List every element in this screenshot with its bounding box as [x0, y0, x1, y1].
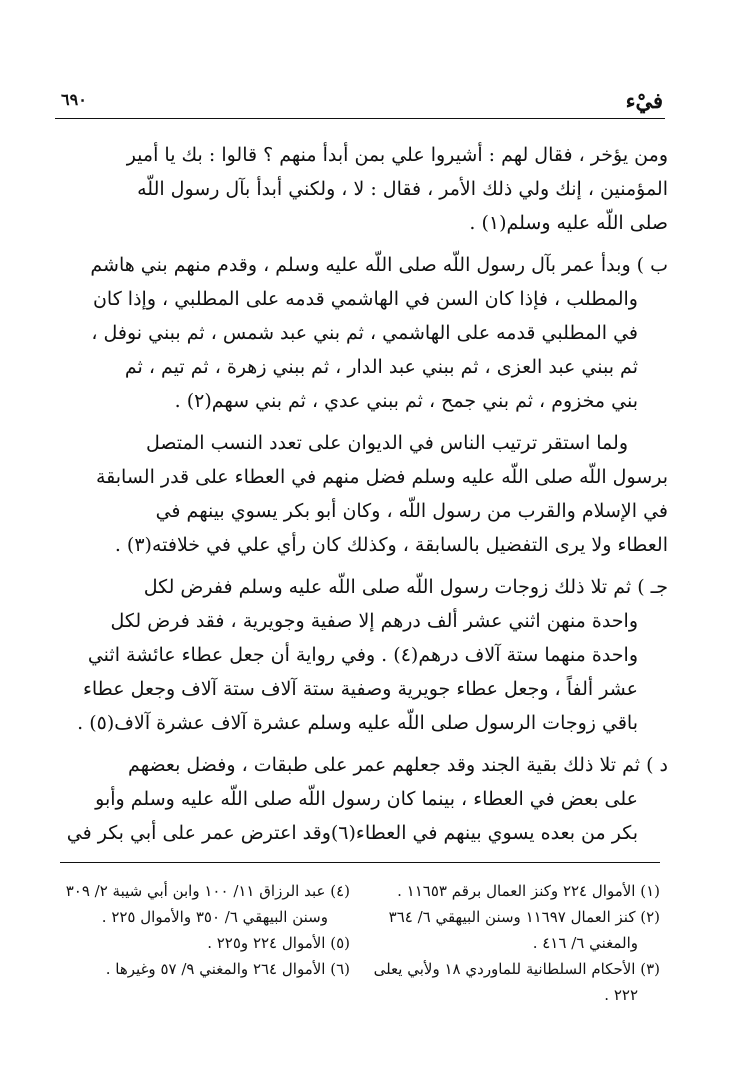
- text-line: بكر من بعده يسوي بينهم في العطاء(٦)وقد اعترض عمر على أبي بكر في: [66, 822, 638, 844]
- paragraph: [50, 570, 668, 740]
- footnotes: [60, 878, 660, 1008]
- footnote-divider: [60, 862, 660, 863]
- footnote: [60, 930, 350, 956]
- text-line: ولما استقر ترتيب الناس في الديوان على تعدد النسب المتصل: [145, 432, 628, 454]
- text-line: العطاء ولا يرى التفضيل بالسابقة ، وكذلك كان رأي علي في خلافته(٣) .: [114, 534, 668, 556]
- text-line: عشر ألفاً ، وجعل عطاء جويرية وصفية ستة آلاف ستة آلاف وجعل عطاء: [82, 678, 638, 700]
- page-number: ٦٩٠: [61, 90, 87, 109]
- text-line: في المطلبي قدمه على الهاشمي ، ثم بني عبد شمس ، ثم ببني نوفل ،: [91, 322, 638, 344]
- text-line: واحدة منهن اثني عشر ألف درهم إلا صفية وجويرية ، فقد فرض لكل: [110, 610, 638, 632]
- footnote-line: (٤) عبد الرزاق ١١/ ١٠٠ وابن أبي شيبة ٢/ ٣٠٩: [65, 882, 350, 900]
- footnote-line: (١) الأموال ٢٢٤ وكنز العمال برقم ١١٦٥٣ .: [397, 882, 660, 900]
- paragraph: [50, 248, 668, 418]
- footnote: [370, 878, 660, 904]
- footnote-line: (٥) الأموال ٢٢٤ و٢٢٥ .: [207, 934, 350, 952]
- text-line: ب ) وبدأ عمر بآل رسول اللّه صلى اللّه عليه وسلم ، وقدم منهم بني هاشم: [90, 254, 668, 276]
- text-line: د ) ثم تلا ذلك بقية الجند وقد جعلهم عمر على طبقات ، وفضل بعضهم: [128, 754, 668, 776]
- footnote-line: والمغني ٦/ ٤١٦ .: [532, 934, 638, 952]
- running-title: فيْء: [625, 88, 663, 113]
- text-line: على بعض في العطاء ، بينما كان رسول اللّه صلى اللّه عليه وسلم وأبو: [95, 788, 638, 810]
- text-line: باقي زوجات الرسول صلى اللّه عليه وسلم عشرة آلاف عشرة آلاف(٥) .: [77, 712, 638, 734]
- footnote-line: (٢) كنز العمال ١١٦٩٧ وسنن البيهقي ٦/ ٣٦٤: [388, 908, 660, 926]
- footnote: [60, 878, 350, 930]
- text-line: واحدة منهما ستة آلاف درهم(٤) . وفي رواية أن جعل عطاء عائشة اثني: [87, 644, 638, 666]
- footnote: [60, 956, 350, 982]
- footnote: [370, 956, 660, 1008]
- text-line: برسول اللّه صلى اللّه عليه وسلم فضل منهم في العطاء على قدر السابقة: [95, 466, 668, 488]
- text-line: في الإسلام والقرب من رسول اللّه ، وكان أبو بكر يسوي بينهم في: [155, 500, 668, 522]
- main-text: [50, 138, 668, 858]
- footnote-line: وسنن البيهقي ٦/ ٣٥٠ والأموال ٢٢٥ .: [101, 908, 328, 926]
- footnotes-right-column: [370, 878, 660, 1008]
- footnote-line: (٦) الأموال ٢٦٤ والمغني ٩/ ٥٧ وغيرها .: [105, 960, 350, 978]
- footnote-line: ٢٢٢ .: [604, 986, 638, 1004]
- footnote-line: (٣) الأحكام السلطانية للماوردي ١٨ ولأبي يعلى: [373, 960, 660, 978]
- text-line: المؤمنين ، إنك ولي ذلك الأمر ، فقال : لا ، ولكني أبدأ بآل رسول اللّه: [137, 178, 668, 200]
- text-line: ثم ببني عبد العزى ، ثم ببني عبد الدار ، ثم ببني زهرة ، ثم تيم ، ثم: [124, 356, 638, 378]
- footnote: [370, 904, 660, 956]
- paragraph: [50, 138, 668, 240]
- page-header: [55, 84, 665, 119]
- text-line: جـ ) ثم تلا ذلك زوجات رسول اللّه صلى اللّه عليه وسلم ففرض لكل: [143, 576, 668, 598]
- paragraph: [50, 748, 668, 850]
- footnotes-left-column: [60, 878, 350, 1008]
- text-line: بني مخزوم ، ثم بني جمح ، ثم ببني عدي ، ثم بني سهم(٢) .: [174, 390, 638, 412]
- text-line: ومن يؤخر ، فقال لهم : أشيروا علي بمن أبدأ منهم ؟ قالوا : بك يا أمير: [126, 144, 668, 166]
- paragraph: [50, 426, 668, 562]
- text-line: صلى اللّه عليه وسلم(١) .: [469, 212, 668, 234]
- text-line: والمطلب ، فإذا كان السن في الهاشمي قدمه على المطلبي ، وإذا كان: [92, 288, 638, 310]
